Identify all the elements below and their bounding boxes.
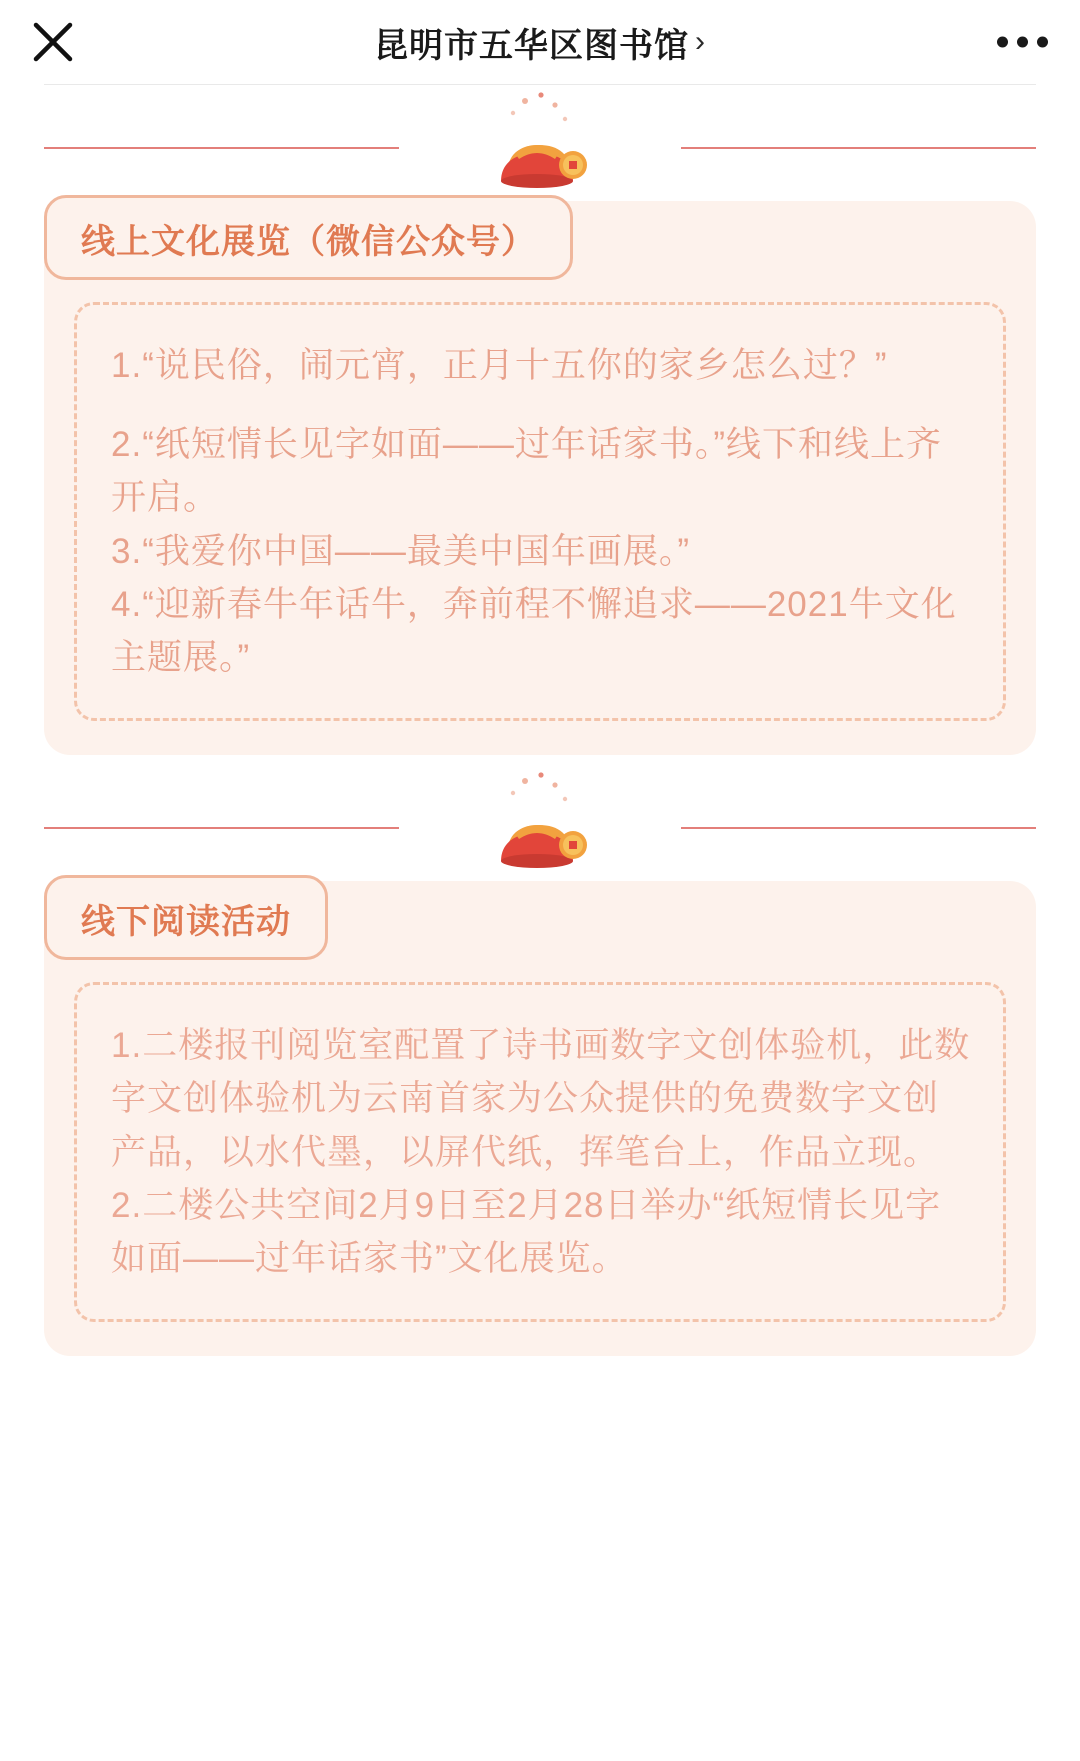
section-content xyxy=(74,982,1006,1322)
section-paragraph: 2.“纸短情长见字如面——过年话家书。”线下和线上齐开启。 xyxy=(111,425,943,518)
section-paragraph: 2.二楼公共空间2月9日至2月28日举办“纸短情长见字如面——过年话家书”文化展览。 xyxy=(111,1185,942,1278)
more-options-icon[interactable] xyxy=(997,37,1048,48)
more-dot xyxy=(1017,37,1028,48)
gold-ingot-icon xyxy=(485,769,595,877)
more-dot xyxy=(1037,37,1048,48)
article-body xyxy=(0,85,1080,1356)
section-heading-text: 线下阅读活动 xyxy=(81,903,291,942)
section-heading xyxy=(44,195,573,280)
section-divider xyxy=(44,765,1036,881)
section-divider xyxy=(44,85,1036,201)
page-title-text: 昆明市五华区图书馆 xyxy=(374,26,689,65)
section-paragraph: 1.“说民俗，闹元宵，正月十五你的家乡怎么过？” xyxy=(111,346,888,385)
section-content xyxy=(74,302,1006,721)
section-paragraph: 1.二楼报刊阅览室配置了诗书画数字文创体验机，此数字文创体验机为云南首家为公众提供的免费数字文创产品，以水代墨，以屏代纸，挥笔台上，作品立现。 xyxy=(111,1026,971,1172)
divider-line-left xyxy=(44,827,399,829)
divider-line-right xyxy=(681,827,1036,829)
section-card xyxy=(44,881,1036,1356)
top-navigation-bar xyxy=(0,0,1080,84)
section-paragraph: 4.“迎新春牛年话牛，奔前程不懈追求——2021牛文化主题展。” xyxy=(111,584,957,677)
chevron-right-icon: › xyxy=(695,25,706,58)
section-heading-text: 线上文化展览（微信公众号） xyxy=(81,223,536,261)
page-title[interactable] xyxy=(374,18,706,67)
close-icon[interactable] xyxy=(30,19,76,65)
divider-line-right xyxy=(681,147,1036,149)
section-heading xyxy=(44,875,328,960)
more-dot xyxy=(997,37,1008,48)
section-paragraph: 3.“我爱你中国——最美中国年画展。” xyxy=(111,531,691,571)
gold-ingot-icon xyxy=(485,89,595,197)
divider-line-left xyxy=(44,147,399,149)
section-card xyxy=(44,201,1036,755)
section-online-exhibition xyxy=(44,201,1036,755)
section-offline-reading xyxy=(44,881,1036,1356)
